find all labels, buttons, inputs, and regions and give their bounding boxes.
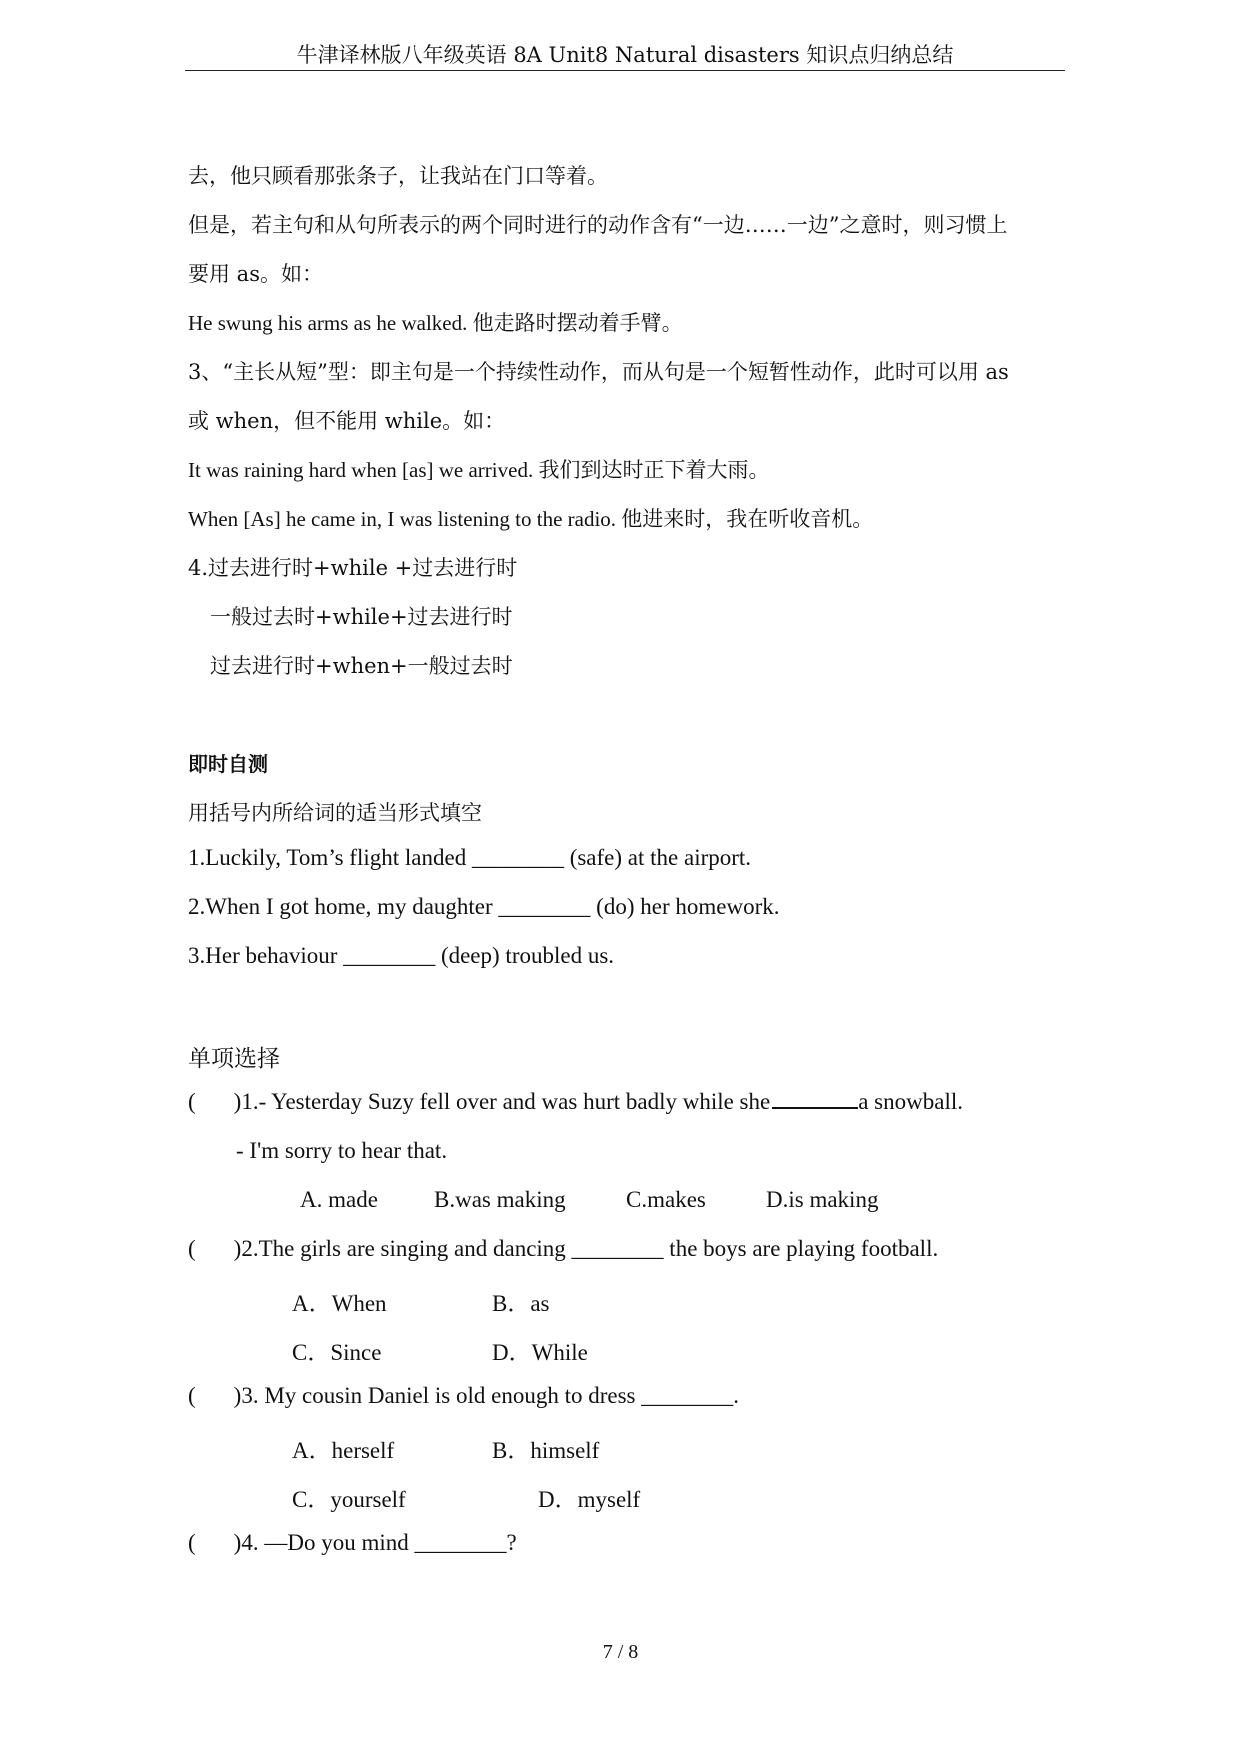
answer-paren: ( [188,1530,196,1555]
question-stem: )4. —Do you mind ________? [233,1530,517,1555]
question-2 [188,1236,938,1262]
note-line: 3、“主长从短”型：即主句是一个持续性动作，而从句是一个短暂性动作，此时可以用 as [188,360,1009,384]
answer-paren: ( [188,1089,196,1114]
self-test-instruction: 用括号内所给词的适当形式填空 [188,801,482,825]
option-d: D．While [492,1340,588,1365]
section-heading-self-test: 即时自测 [188,752,268,776]
fill-in-item: 2.When I got home, my daughter ________ (do) her homework. [188,894,780,919]
note-line: 或 when，但不能用 while。如： [188,409,506,433]
tense-rule: 4.过去进行时+while +过去进行时 [188,556,518,580]
fill-in-item: 3.Her behaviour ________ (deep) troubled us. [188,943,615,968]
section-heading-choice: 单项选择 [188,1046,280,1072]
page-number: 7 / 8 [602,1641,639,1663]
note-line: 但是，若主句和从句所表示的两个同时进行的动作含有“一边……一边”之意时，则习惯上 [188,213,1008,237]
note-line: 要用 as。如： [188,262,323,286]
example-sentence: He swung his arms as he walked. 他走路时摆动着手臂。 [188,311,683,335]
question-4 [188,1530,517,1556]
question-stem: )2.The girls are singing and dancing ________ the boys are playing football. [233,1236,939,1261]
fill-in-item: 1.Luckily, Tom’s flight landed ________ (safe) at the airport. [188,845,752,870]
answer-blank [772,1105,858,1109]
question-stem: )3. My cousin Daniel is old enough to dress ________. [233,1383,739,1408]
example-sentence: It was raining hard when [as] we arrived. 我们到达时正下着大雨。 [188,458,770,482]
question-reply: - I'm sorry to hear that. [236,1138,448,1163]
question-stem-end: a snowball. [858,1089,963,1114]
option-a: A．When [292,1291,387,1316]
question-stem: )1.- Yesterday Suzy fell over and was hurt badly while she [233,1089,771,1114]
answer-paren: ( [188,1236,196,1261]
tense-rule: 过去进行时+when+一般过去时 [210,654,513,678]
page-header: 牛津译林版八年级英语 8A Unit8 Natural disasters 知识点归纳总结 [296,43,954,67]
example-sentence: When [As] he came in, I was listening to the radio. 他进来时，我在听收音机。 [188,507,874,531]
option-c: C．Since [292,1340,382,1365]
option-b: B．himself [492,1438,600,1463]
header-divider [185,70,1065,71]
option-a: A. made [300,1187,378,1212]
option-b: B.was making [434,1187,566,1212]
option-b: B．as [492,1291,550,1316]
option-d: D．myself [538,1487,641,1512]
option-c: C．yourself [292,1487,406,1512]
option-a: A．herself [292,1438,395,1463]
note-line: 去，他只顾看那张条子，让我站在门口等着。 [188,164,608,188]
question-1 [188,1089,963,1115]
question-3 [188,1383,739,1409]
tense-rule: 一般过去时+while+过去进行时 [210,605,513,629]
option-c: C.makes [626,1187,706,1212]
answer-paren: ( [188,1383,196,1408]
option-d: D.is making [766,1187,879,1212]
